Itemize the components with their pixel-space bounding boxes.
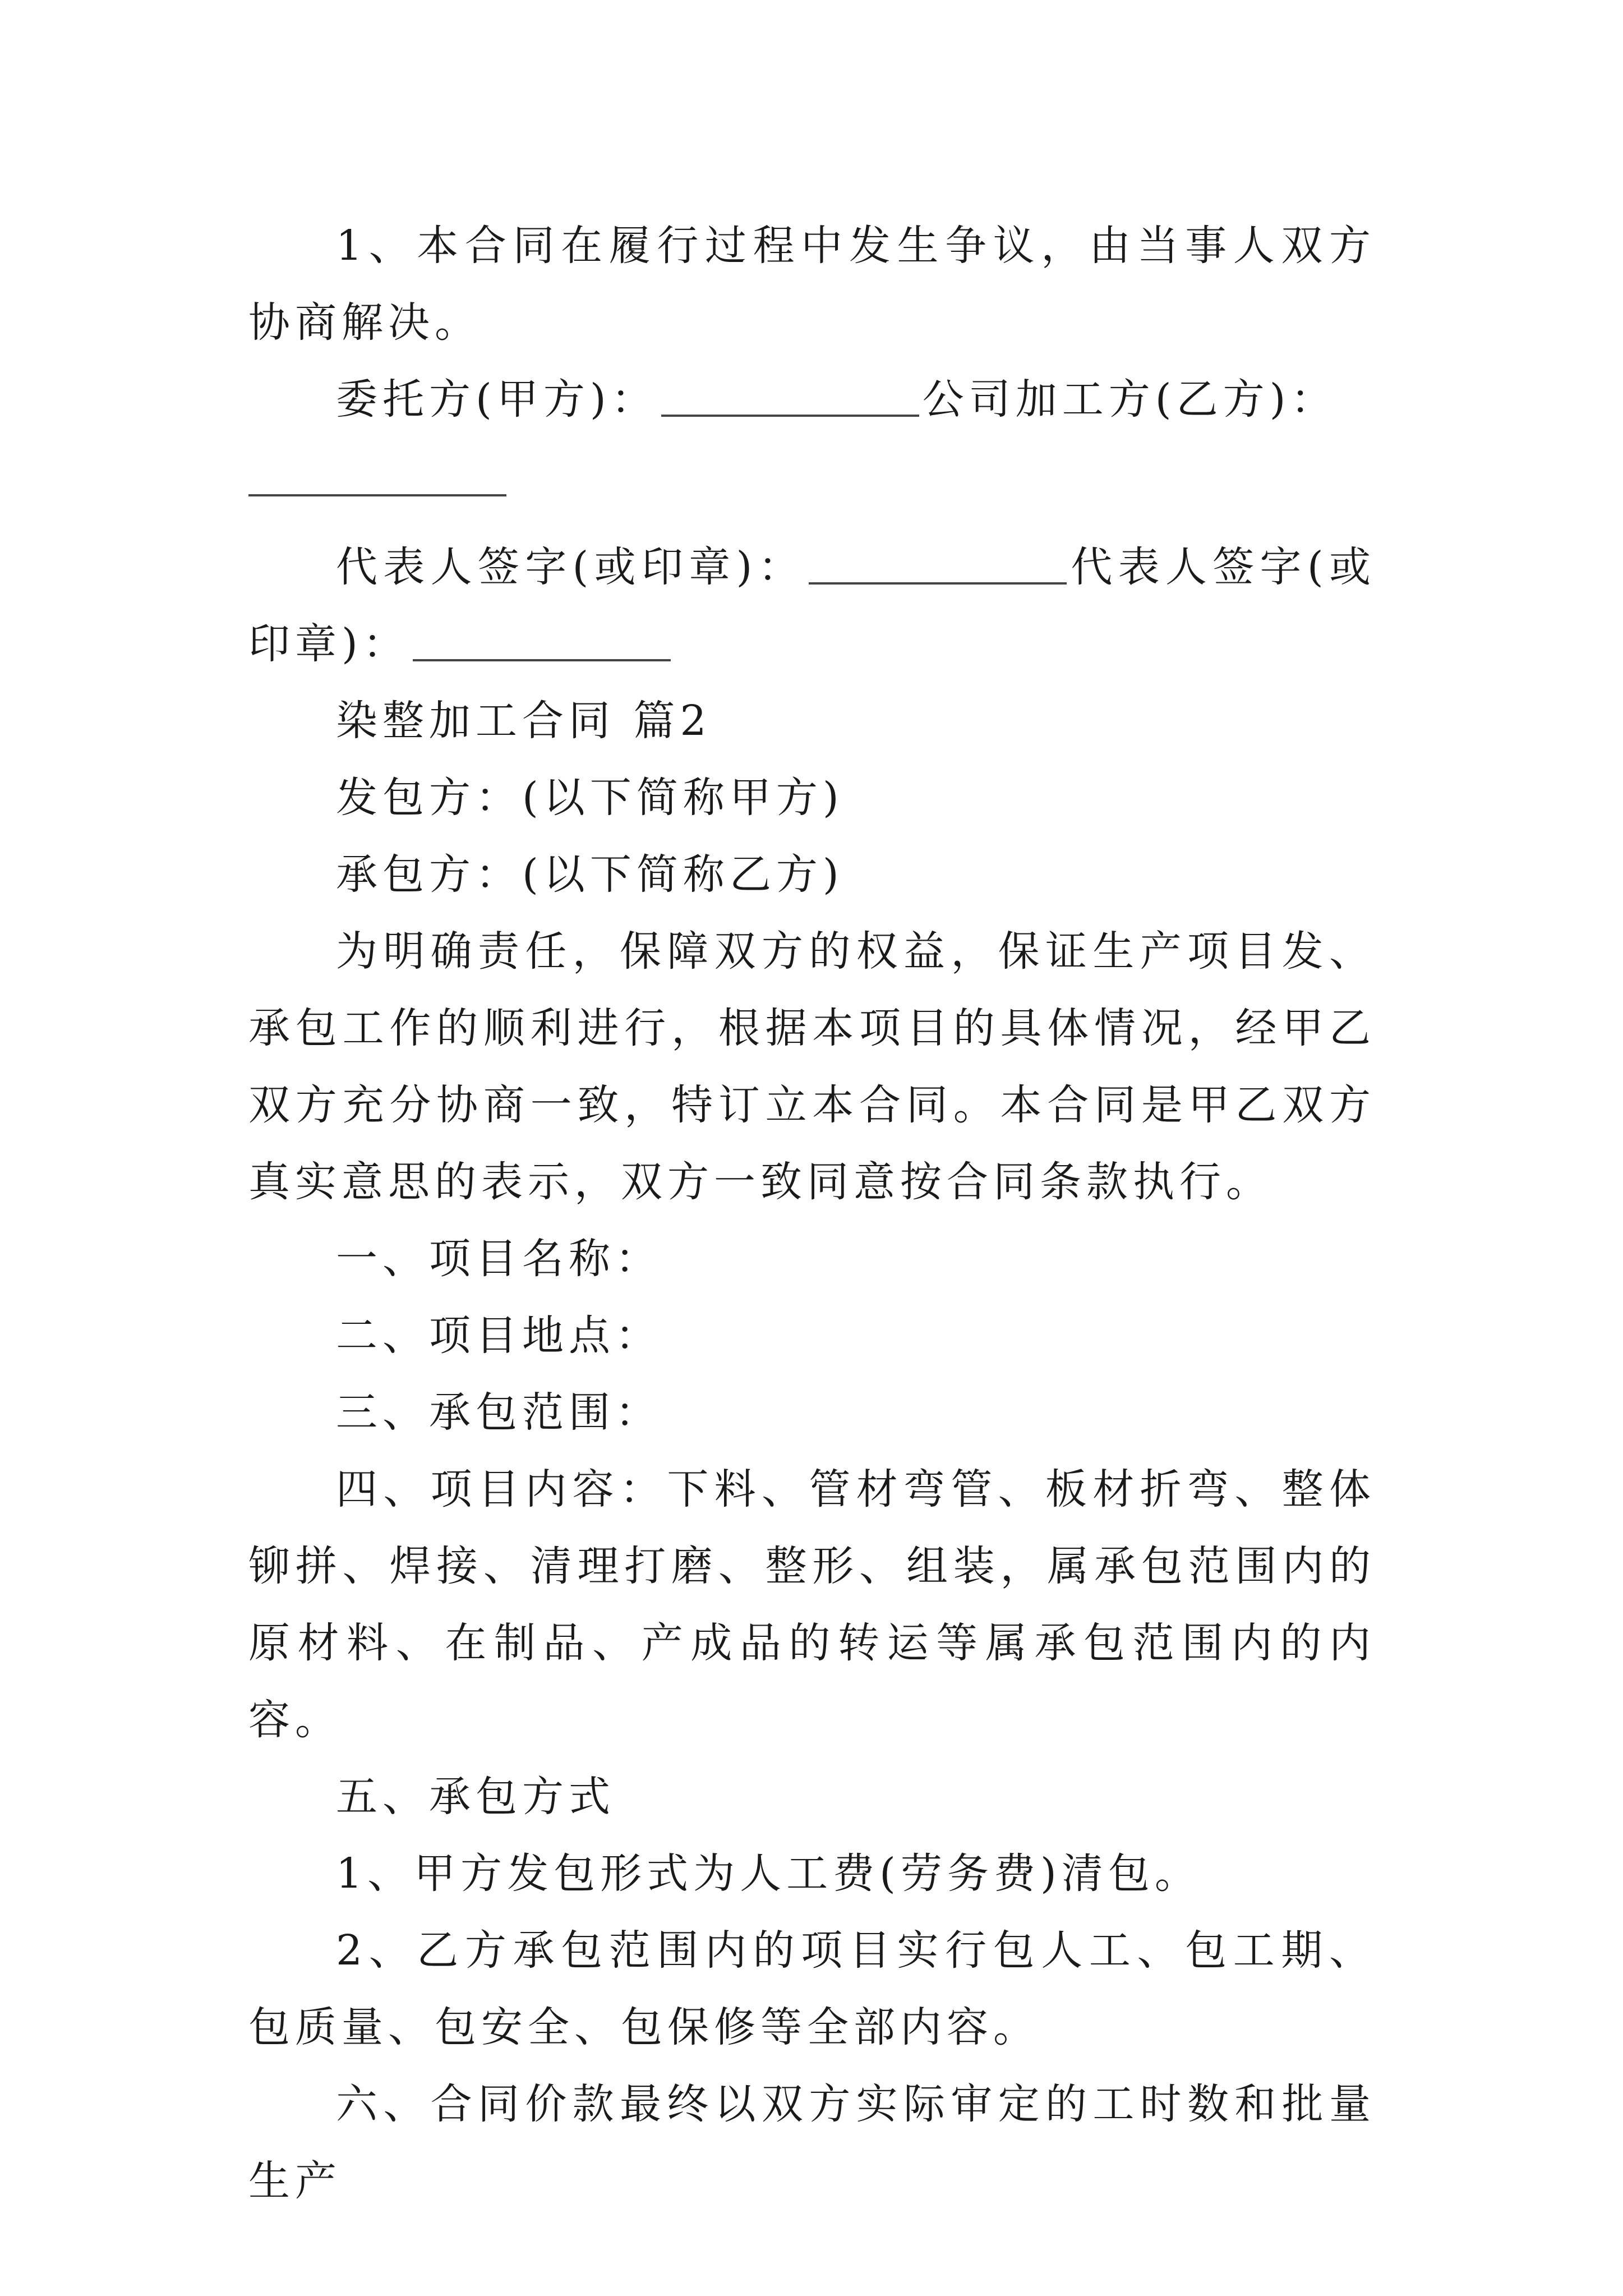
client-label: 委托方(甲方)： [336,375,658,424]
processor-blank [248,494,506,496]
signature-parties [248,361,1376,438]
rep-blank-b [413,659,671,661]
item-contract-method: 五、承包方式 [336,1773,615,1821]
item-scope: 三、承包范围： [336,1388,662,1437]
item-contract-price: 六、合同价款最终以双方实际审定的工时数和批量生产 [248,2080,1376,2205]
rep-label-a: 代表人签字(或印章)： [336,543,806,591]
rep-blank-a [809,582,1067,585]
section-heading: 染整加工合同 篇2 [336,697,712,745]
document-page [248,208,1376,2220]
item-project-name: 一、项目名称： [336,1235,662,1283]
contractor-line: 承包方：(以下简称乙方) [336,850,844,899]
item-method-2: 2、乙方承包范围内的项目实行包人工、包工期、包质量、包安全、包保修等全部内容。 [248,1926,1376,2051]
intro-paragraph: 为明确责任，保障双方的权益，保证生产项目发、承包工作的顺利进行，根据本项目的具体情况，经甲乙双方充分协商一致，特订立本合同。本合同是甲乙双方真实意思的表示，双方一致同意按合同条款执行。 [248,927,1376,1206]
signature-representatives [248,529,1376,683]
client-blank [661,415,919,417]
processor-label: 公司加工方(乙方)： [922,375,1338,424]
clause-dispute: 1、本合同在履行过程中发生争议，由当事人双方协商解决。 [248,222,1376,347]
item-content: 四、项目内容：下料、管材弯管、板材折弯、整体铆拼、焊接、清理打磨、整形、组装，属承包范围内的原材料、在制品、产成品的转运等属承包范围内的内容。 [248,1465,1376,1744]
rep-label-b: 代表人签字(或印章)： [248,543,1376,668]
item-method-1: 1、甲方发包形式为人工费(劳务费)清包。 [336,1849,1201,1898]
item-project-location: 二、项目地点： [336,1312,662,1360]
employer-line: 发包方：(以下简称甲方) [336,774,844,822]
